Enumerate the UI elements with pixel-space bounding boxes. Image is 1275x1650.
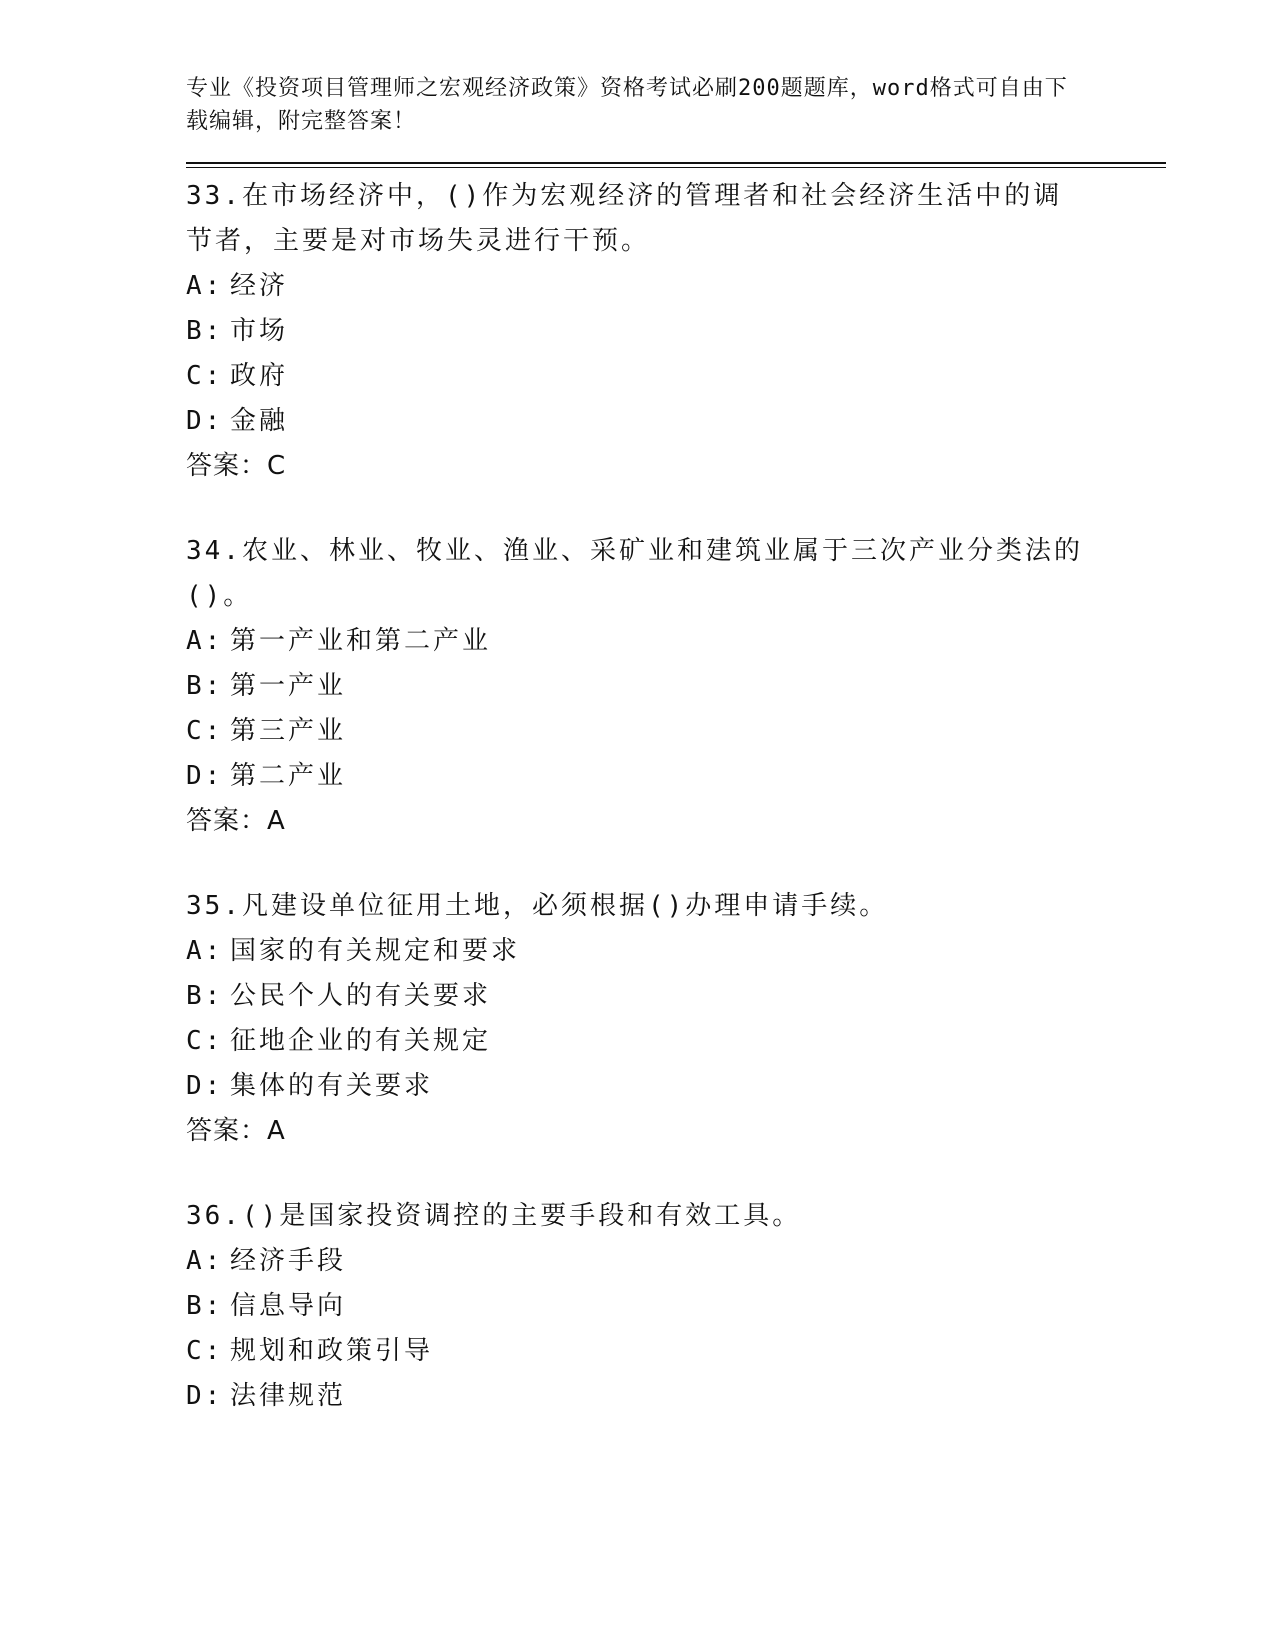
answer-line: 答案：A — [186, 1116, 286, 1146]
option-text: 信息导向 — [230, 1291, 347, 1321]
option-text: 经济手段 — [230, 1246, 347, 1276]
option-letter: B: — [186, 316, 224, 346]
option-letter: A: — [186, 626, 224, 656]
option-b — [186, 974, 1166, 1019]
option-c — [186, 1329, 1166, 1374]
answer-line: 答案：A — [186, 806, 286, 836]
option-d — [186, 1064, 1166, 1109]
option-letter: D: — [186, 761, 224, 791]
option-letter: C: — [186, 361, 224, 391]
option-a — [186, 1239, 1166, 1284]
option-text: 公民个人的有关要求 — [230, 981, 492, 1011]
option-b — [186, 1284, 1166, 1329]
option-text: 市场 — [230, 316, 289, 346]
question-stem: 36.()是国家投资调控的主要手段和有效工具。 — [186, 1201, 802, 1231]
question-list — [186, 174, 1166, 1419]
option-text: 法律规范 — [230, 1381, 347, 1411]
option-letter: A: — [186, 271, 224, 301]
document-page — [186, 72, 1166, 1459]
option-letter: A: — [186, 1246, 224, 1276]
question-stem: 33.在市场经济中，()作为宏观经济的管理者和社会经济生活中的调节者，主要是对市场失灵进行干预。 — [186, 181, 1063, 256]
option-text: 经济 — [230, 271, 289, 301]
option-text: 征地企业的有关规定 — [230, 1026, 492, 1056]
question-36 — [186, 1194, 1166, 1419]
option-letter: B: — [186, 1291, 224, 1321]
option-a — [186, 264, 1166, 309]
question-stem: 35.凡建设单位征用土地，必须根据()办理申请手续。 — [186, 891, 889, 921]
option-letter: C: — [186, 1336, 224, 1366]
question-stem: 34.农业、林业、牧业、渔业、采矿业和建筑业属于三次产业分类法的()。 — [186, 536, 1083, 611]
option-text: 第二产业 — [230, 761, 347, 791]
option-text: 政府 — [230, 361, 289, 391]
option-b — [186, 309, 1166, 354]
option-a — [186, 929, 1166, 974]
option-c — [186, 709, 1166, 754]
option-text: 规划和政策引导 — [230, 1336, 434, 1366]
question-34 — [186, 529, 1166, 844]
option-letter: C: — [186, 716, 224, 746]
option-b — [186, 664, 1166, 709]
option-letter: D: — [186, 406, 224, 436]
option-d — [186, 399, 1166, 444]
document-header: 专业《投资项目管理师之宏观经济政策》资格考试必刷200题题库，word格式可自由下载编辑，附完整答案！ — [186, 76, 1068, 134]
option-d — [186, 1374, 1166, 1419]
option-text: 国家的有关规定和要求 — [230, 936, 521, 966]
option-letter: A: — [186, 936, 224, 966]
option-c — [186, 354, 1166, 399]
option-letter: B: — [186, 671, 224, 701]
option-text: 第一产业和第二产业 — [230, 626, 492, 656]
option-text: 第一产业 — [230, 671, 347, 701]
option-letter: B: — [186, 981, 224, 1011]
option-c — [186, 1019, 1166, 1064]
option-text: 集体的有关要求 — [230, 1071, 434, 1101]
option-a — [186, 619, 1166, 664]
question-33 — [186, 174, 1166, 489]
option-d — [186, 754, 1166, 799]
answer-line: 答案：C — [186, 451, 287, 481]
option-letter: D: — [186, 1381, 224, 1411]
header-divider — [186, 162, 1166, 168]
question-35 — [186, 884, 1166, 1154]
option-text: 第三产业 — [230, 716, 347, 746]
option-text: 金融 — [230, 406, 289, 436]
option-letter: C: — [186, 1026, 224, 1056]
option-letter: D: — [186, 1071, 224, 1101]
